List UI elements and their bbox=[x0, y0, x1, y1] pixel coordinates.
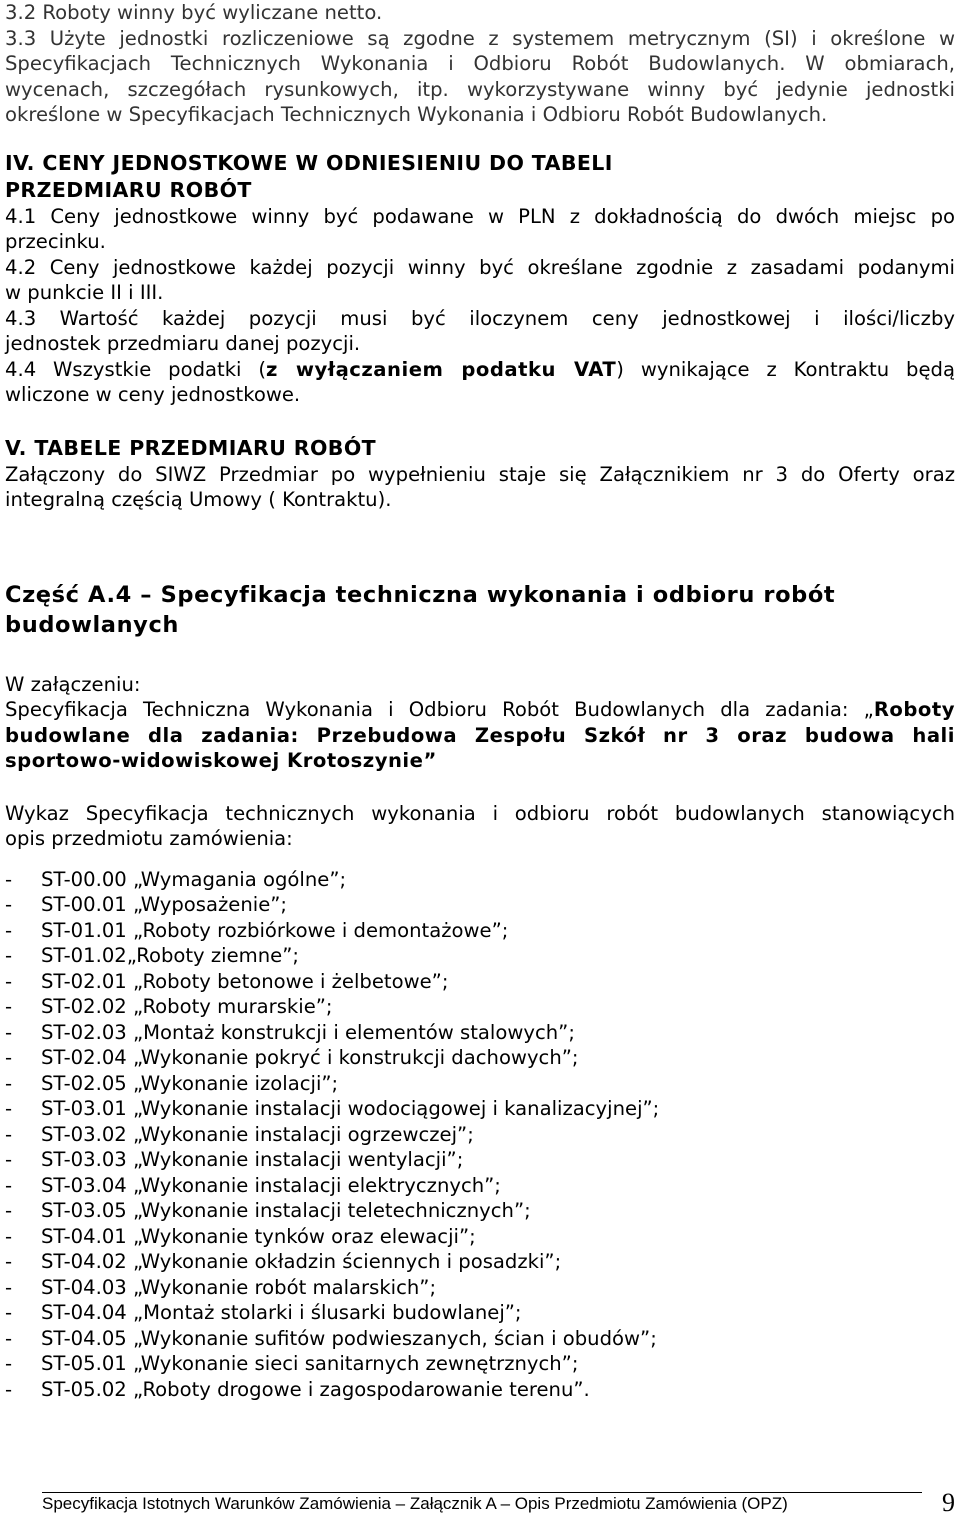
spec-list-item bbox=[5, 1020, 955, 1046]
attachment-line: Specyfikacja Techniczna Wykonania i Odbioru Robót Budowlanych dla zadania: „Roboty bbox=[5, 698, 955, 721]
spec-list-item-text: ST-03.03 „Wykonanie instalacji wentylacji”; bbox=[41, 1148, 464, 1171]
spec-list-item-text: ST-02.04 „Wykonanie pokryć i konstrukcji dachowych”; bbox=[41, 1046, 579, 1069]
spec-list-item bbox=[5, 1249, 955, 1275]
list-dash: - bbox=[5, 1352, 13, 1375]
spec-list-item-text: ST-04.02 „Wykonanie okładzin ściennych i posadzki”; bbox=[41, 1250, 562, 1273]
spec-list-item bbox=[5, 1198, 955, 1224]
list-dash: - bbox=[5, 1275, 13, 1299]
list-dash: - bbox=[5, 1148, 13, 1171]
list-dash: - bbox=[5, 1020, 13, 1044]
intro-section bbox=[5, 0, 955, 128]
vat-exclusion-bold: z wyłączaniem podatku VAT bbox=[266, 357, 617, 381]
spec-list-item-text: ST-04.03 „Wykonanie robót malarskich”; bbox=[41, 1275, 437, 1299]
spec-list-intro: Wykaz Specyfikacja technicznych wykonania i odbioru robót budowlanych stanowiących bbox=[5, 801, 955, 825]
list-dash: - bbox=[5, 1046, 13, 1069]
spec-list-item bbox=[5, 1351, 955, 1377]
spec-list-item-text: ST-02.01 „Roboty betonowe i żelbetowe”; bbox=[41, 969, 449, 993]
paragraph-3-2: 3.2 Roboty winny być wyliczane netto. bbox=[5, 1, 383, 24]
spec-list-item bbox=[5, 1275, 955, 1301]
spec-list-item bbox=[5, 892, 955, 918]
section-v-text-line: Załączony do SIWZ Przedmiar po wypełnieniu staje się Załącznikiem nr 3 do Oferty oraz bbox=[5, 462, 955, 486]
list-dash: - bbox=[5, 1250, 13, 1273]
spec-list-item-text: ST-02.02 „Roboty murarskie”; bbox=[41, 995, 333, 1018]
list-dash: - bbox=[5, 1199, 13, 1222]
spec-list-item-text: ST-01.01 „Roboty rozbiórkowe i demontażowe”; bbox=[41, 918, 509, 942]
spec-list-item-text: ST-04.01 „Wykonanie tynków oraz elewacji”; bbox=[41, 1224, 476, 1248]
section-iv-heading: PRZEDMIARU ROBÓT bbox=[5, 177, 252, 202]
list-dash: - bbox=[5, 1301, 13, 1324]
list-dash: - bbox=[5, 918, 13, 942]
spec-list-item bbox=[5, 1147, 955, 1173]
section-v bbox=[5, 435, 955, 513]
attachment-line: sportowo-widowiskowej Krotoszynie” bbox=[5, 749, 437, 772]
spec-list-item bbox=[5, 918, 955, 944]
list-dash: - bbox=[5, 1377, 13, 1401]
spec-list-item-text: ST-03.02 „Wykonanie instalacji ogrzewczej”; bbox=[41, 1122, 474, 1146]
spec-list-item bbox=[5, 1326, 955, 1352]
spec-list-item-text: ST-03.01 „Wykonanie instalacji wodociągowej i kanalizacyjnej”; bbox=[41, 1097, 660, 1120]
section-iv-heading: IV. CENY JEDNOSTKOWE W ODNIESIENIU DO TABELI bbox=[5, 150, 613, 175]
spec-list-item-text: ST-02.05 „Wykonanie izolacji”; bbox=[41, 1071, 339, 1095]
spec-list-item-text: ST-00.00 „Wymagania ogólne”; bbox=[41, 867, 347, 891]
spec-list-item bbox=[5, 969, 955, 995]
spec-list-item bbox=[5, 1045, 955, 1071]
spec-list-item-text: ST-01.02„Roboty ziemne”; bbox=[41, 944, 299, 967]
part-a4-heading: budowlanych bbox=[5, 611, 180, 638]
paragraph-4-2-line: w punkcie II i III. bbox=[5, 281, 164, 304]
spec-list-item-text: ST-02.03 „Montaż konstrukcji i elementów stalowych”; bbox=[41, 1020, 575, 1044]
spec-list-item bbox=[5, 1122, 955, 1148]
part-a4-heading: Część A.4 – Specyfikacja techniczna wykonania i odbioru robót bbox=[5, 581, 836, 608]
paragraph-4-2-line: 4.2 Ceny jednostkowe każdej pozycji winny być określane zgodnie z zasadami podanymi bbox=[5, 255, 955, 279]
paragraph-4-4-line: 4.4 Wszystkie podatki (z wyłączaniem podatku VAT) wynikające z Kontraktu będą bbox=[5, 357, 955, 381]
paragraph-3-3-line: określone w Specyfikacjach Technicznych Wykonania i Odbioru Robót Budowlanych. bbox=[5, 103, 828, 126]
attachment-label: W załączeniu: bbox=[5, 672, 141, 696]
spec-list-intro: opis przedmiotu zamówienia: bbox=[5, 827, 293, 850]
list-dash: - bbox=[5, 969, 13, 993]
list-dash: - bbox=[5, 1071, 13, 1095]
paragraph-4-4-line: wliczone w ceny jednostkowe. bbox=[5, 383, 301, 406]
spec-list-item-text: ST-05.01 „Wykonanie sieci sanitarnych zewnętrznych”; bbox=[41, 1352, 579, 1375]
page-footer: Specyfikacja Istotnych Warunków Zamówienia – Załącznik A – Opis Przedmiotu Zamówienia (OPZ) bbox=[42, 1492, 922, 1515]
paragraph-4-1-line: przecinku. bbox=[5, 230, 106, 253]
list-dash: - bbox=[5, 893, 13, 916]
paragraph-3-3-line: 3.3 Użyte jednostki rozliczeniowe są zgodne z systemem metrycznym (SI) i określone w bbox=[5, 26, 955, 50]
list-dash: - bbox=[5, 1122, 13, 1146]
spec-list-item-text: ST-03.04 „Wykonanie instalacji elektrycznych”; bbox=[41, 1173, 501, 1197]
paragraph-4-1-line: 4.1 Ceny jednostkowe winny być podawane w PLN z dokładnością do dwóch miejsc po bbox=[5, 204, 955, 228]
page-number: 9 bbox=[942, 1488, 955, 1517]
spec-list-item bbox=[5, 1377, 955, 1403]
spec-list-item bbox=[5, 1071, 955, 1097]
section-v-text-line: integralną częścią Umowy ( Kontraktu). bbox=[5, 488, 392, 511]
part-a4 bbox=[5, 580, 955, 1403]
list-dash: - bbox=[5, 1097, 13, 1120]
list-dash: - bbox=[5, 995, 13, 1018]
spec-list-item-text: ST-00.01 „Wyposażenie”; bbox=[41, 893, 288, 916]
paragraph-4-3-line: jednostek przedmiaru danej pozycji. bbox=[5, 332, 361, 355]
spec-list-item-text: ST-05.02 „Roboty drogowe i zagospodarowanie terenu”. bbox=[41, 1377, 590, 1401]
list-dash: - bbox=[5, 1326, 13, 1350]
spec-list-item bbox=[5, 1096, 955, 1122]
spec-list-item-text: ST-03.05 „Wykonanie instalacji teletechnicznych”; bbox=[41, 1199, 531, 1222]
list-dash: - bbox=[5, 1173, 13, 1197]
spec-list bbox=[5, 867, 955, 1403]
spec-list-item-text: ST-04.04 „Montaż stolarki i ślusarki budowlanej”; bbox=[41, 1301, 522, 1324]
spec-list-item bbox=[5, 994, 955, 1020]
paragraph-3-3-line: wycenach, szczegółach rysunkowych, itp. wykorzystywane winny być jedynie jednostki bbox=[5, 77, 955, 101]
list-dash: - bbox=[5, 867, 13, 891]
paragraph-3-3-line: Specyfikacjach Technicznych Wykonania i Odbioru Robót Budowlanych. W obmiarach, bbox=[5, 52, 955, 75]
spec-list-item bbox=[5, 867, 955, 893]
list-dash: - bbox=[5, 944, 13, 967]
document-page bbox=[5, 0, 955, 1402]
attachment-line: budowlane dla zadania: Przebudowa Zespołu Szkół nr 3 oraz budowa hali bbox=[5, 723, 955, 747]
spec-list-item bbox=[5, 1173, 955, 1199]
spec-list-item bbox=[5, 1224, 955, 1250]
spec-list-item-text: ST-04.05 „Wykonanie sufitów podwieszanych, ścian i obudów”; bbox=[41, 1326, 657, 1350]
paragraph-4-3-line: 4.3 Wartość każdej pozycji musi być iloczynem ceny jednostkowej i ilości/liczby bbox=[5, 306, 955, 330]
spec-list-item bbox=[5, 1300, 955, 1326]
list-dash: - bbox=[5, 1224, 13, 1248]
section-iv bbox=[5, 150, 955, 408]
spec-list-item bbox=[5, 943, 955, 969]
section-v-heading: V. TABELE PRZEDMIARU ROBÓT bbox=[5, 435, 377, 460]
